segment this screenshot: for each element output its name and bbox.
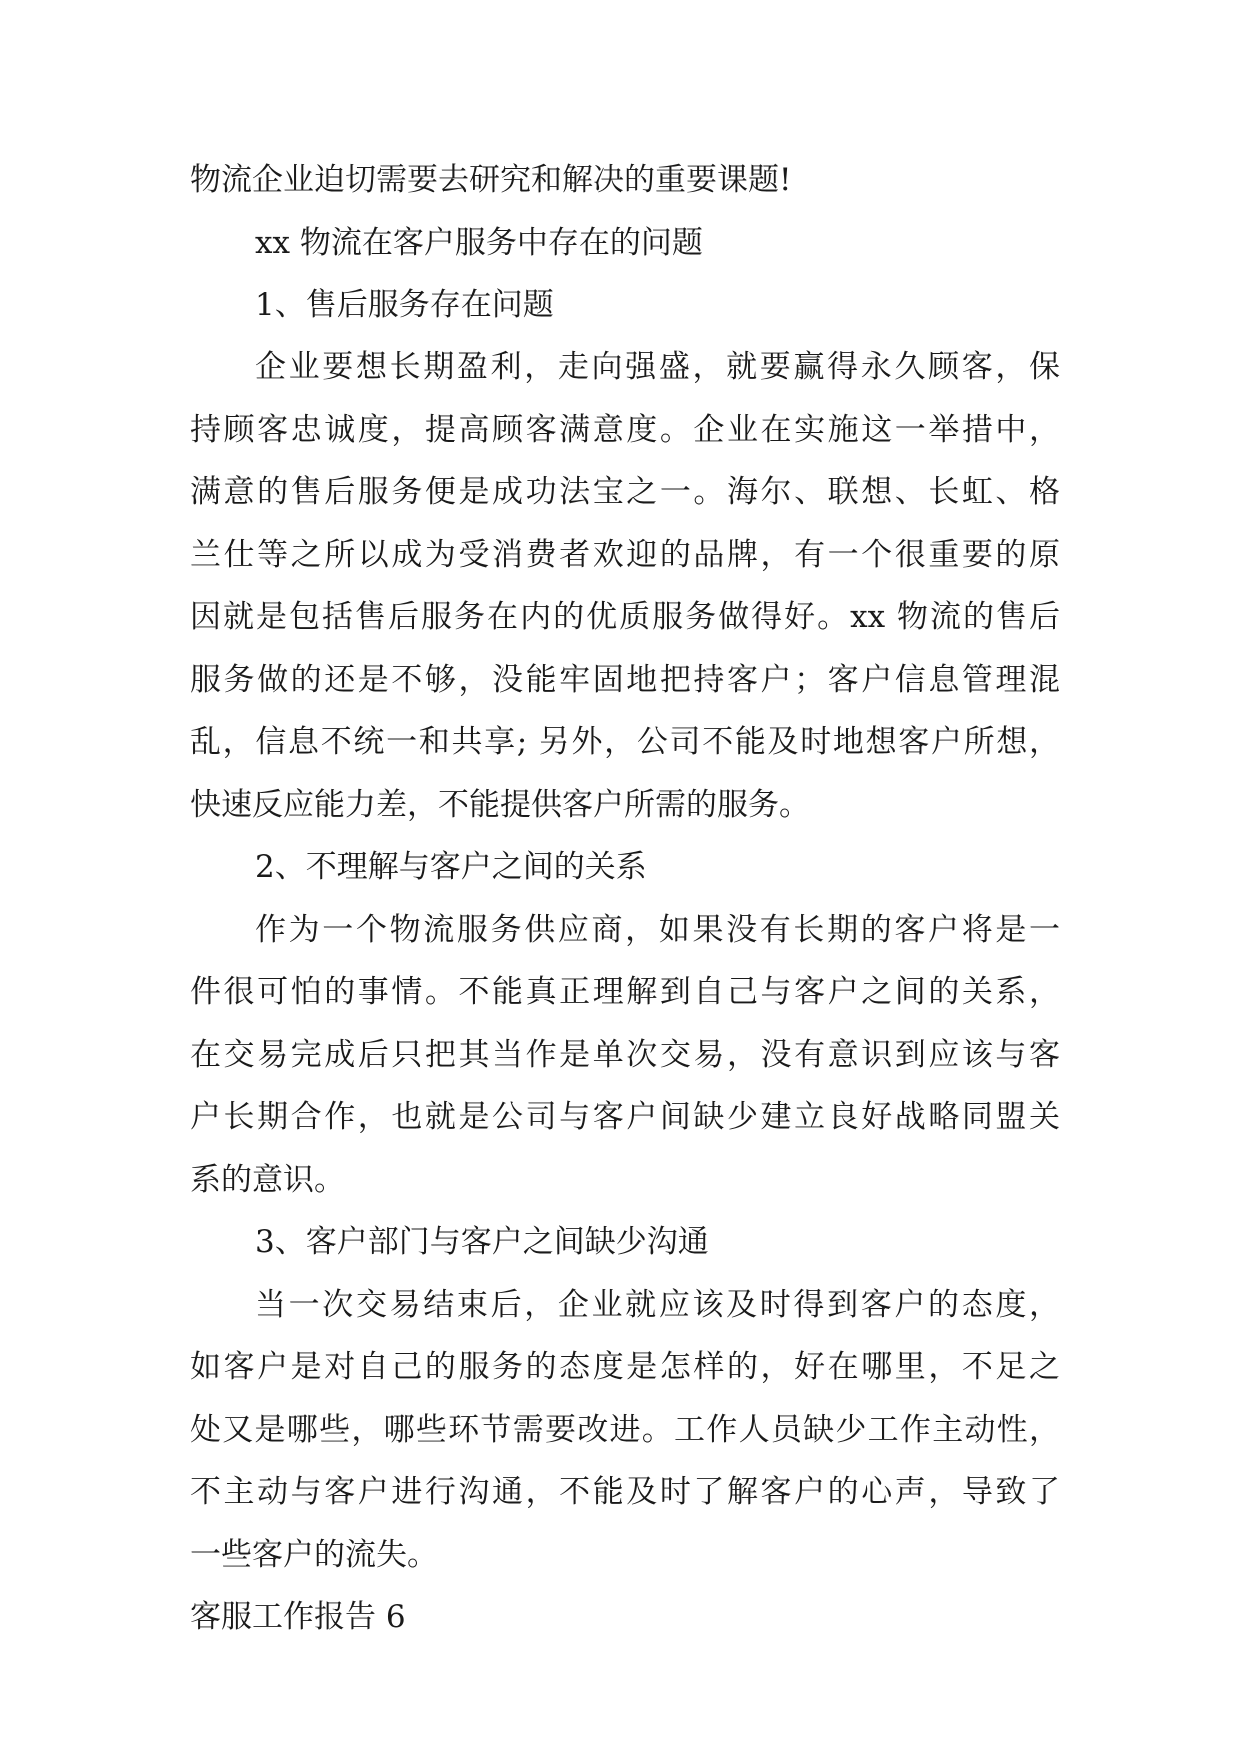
subheading-3: 3、客户部门与客户之间缺少沟通 — [255, 1224, 709, 1260]
subheading-2: 2、不理解与客户之间的关系 — [255, 849, 647, 885]
paragraph-line: 作为一个物流服务供应商，如果没有长期的客户将是一 — [255, 912, 1060, 948]
paragraph-line: 处又是哪些，哪些环节需要改进。工作人员缺少工作主动性， — [190, 1412, 1060, 1448]
paragraph-line: 一些客户的流失。 — [190, 1537, 438, 1573]
paragraph-line: 户长期合作，也就是公司与客户间缺少建立良好战略同盟关 — [190, 1099, 1060, 1135]
paragraph-line: 持顾客忠诚度，提高顾客满意度。企业在实施这一举措中， — [190, 412, 1060, 448]
paragraph-line: 在交易完成后只把其当作是单次交易，没有意识到应该与客 — [190, 1037, 1060, 1073]
section-title: xx 物流在客户服务中存在的问题 — [255, 225, 703, 261]
paragraph-line: 服务做的还是不够，没能牢固地把持客户；客户信息管理混 — [190, 662, 1060, 698]
paragraph-line: 如客户是对自己的服务的态度是怎样的，好在哪里，不足之 — [190, 1349, 1060, 1385]
paragraph-line: 当一次交易结束后，企业就应该及时得到客户的态度， — [255, 1287, 1060, 1323]
paragraph-line: 快速反应能力差，不能提供客户所需的服务。 — [190, 787, 810, 823]
paragraph-line: 系的意识。 — [190, 1162, 345, 1198]
report-title: 客服工作报告 6 — [190, 1599, 406, 1635]
paragraph-line: 件很可怕的事情。不能真正理解到自己与客户之间的关系， — [190, 974, 1060, 1010]
paragraph-line: 兰仕等之所以成为受消费者欢迎的品牌，有一个很重要的原 — [190, 537, 1060, 573]
subheading-1: 1、售后服务存在问题 — [255, 287, 554, 323]
paragraph-line: 满意的售后服务便是成功法宝之一。海尔、联想、长虹、格 — [190, 474, 1060, 510]
paragraph-line: 企业要想长期盈利，走向强盛，就要赢得永久顾客，保 — [255, 349, 1060, 385]
paragraph-line: 因就是包括售后服务在内的优质服务做得好。xx 物流的售后 — [190, 599, 1060, 635]
paragraph-line: 乱，信息不统一和共享; 另外，公司不能及时地想客户所想， — [190, 724, 1060, 760]
paragraph-line: 不主动与客户进行沟通，不能及时了解客户的心声，导致了 — [190, 1474, 1060, 1510]
text-line: 物流企业迫切需要去研究和解决的重要课题! — [190, 162, 792, 198]
